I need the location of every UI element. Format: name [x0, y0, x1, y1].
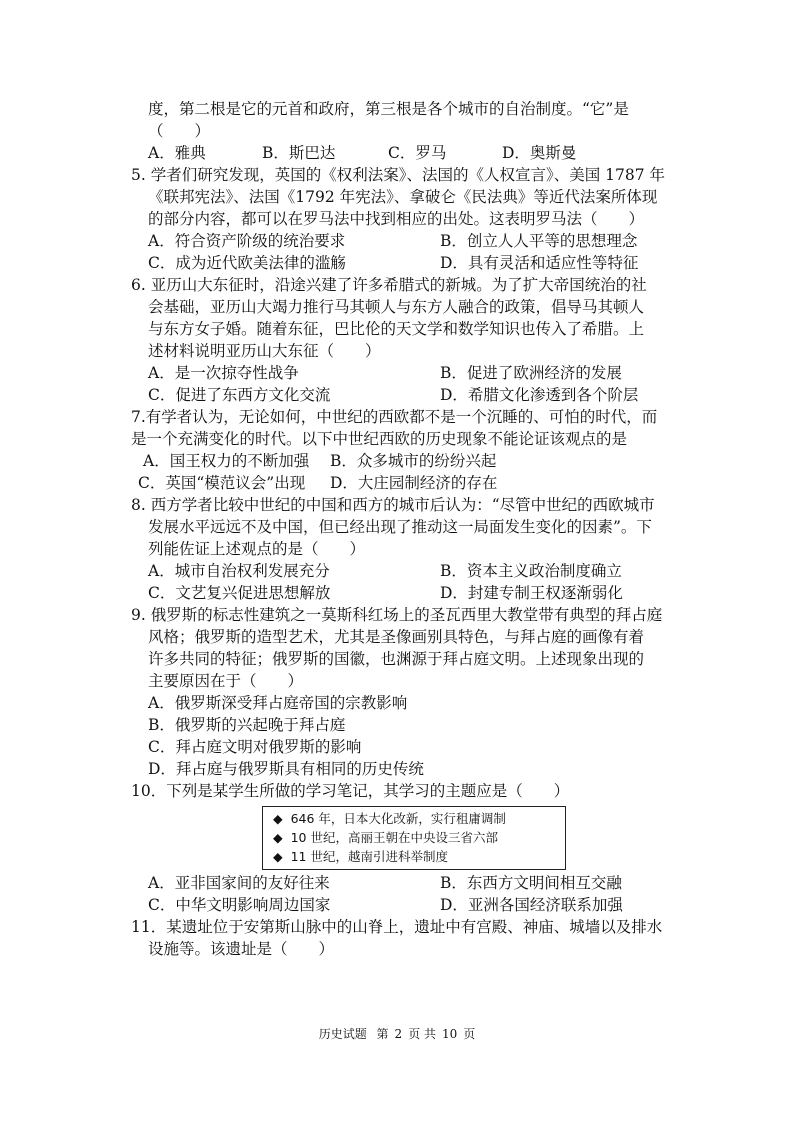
- q4-option-c: C．罗马: [388, 144, 447, 162]
- q10-option-b: B．东西方文明间相互交融: [440, 874, 622, 892]
- q6-stem-line: 述材料说明亚历山大东征（ ）: [148, 342, 381, 360]
- q5-stem-line: 《联邦宪法》、法国《1792 年宪法》、拿破仑《民法典》等近代法案所体现: [148, 188, 658, 206]
- q7-stem-line: 是一个充满变化的时代。以下中世纪西欧的历史现象不能论证该观点的是: [131, 430, 628, 448]
- q10-option-c: C．中华文明影响周边国家: [148, 896, 331, 914]
- q4-answer-blank: （ ）: [148, 122, 211, 140]
- q4-option-d: D．奥斯曼: [502, 144, 577, 162]
- q5-option-d: D．具有灵活和适应性等特征: [440, 254, 639, 272]
- study-note-text: 10 世纪，高丽王朝在中央设三省六部: [290, 830, 498, 845]
- q7-option-c: C．英国“模范议会”出现: [138, 474, 306, 492]
- q8-stem-line: 8. 西方学者比较中世纪的中国和西方的城市后认为：“尽管中世纪的西欧城市: [131, 496, 655, 514]
- footer-page-mid: 页 共: [408, 1027, 437, 1041]
- study-note-item: [273, 810, 506, 828]
- q9-option-d: D．拜占庭与俄罗斯具有相同的历史传统: [148, 760, 424, 778]
- study-note-item: [273, 848, 448, 866]
- q5-option-a: A．符合资产阶级的统治要求: [148, 232, 346, 250]
- study-notes-box: [262, 806, 566, 870]
- footer-page-prefix: 第: [376, 1027, 389, 1041]
- footer-page-suffix: 页: [463, 1027, 476, 1041]
- q7-option-a: A．国王权力的不断加强: [143, 452, 310, 470]
- q8-option-b: B．资本主义政治制度确立: [440, 562, 622, 580]
- q9-stem-line: 主要原因在于（ ）: [148, 672, 304, 690]
- q11-stem-line: 11．某遗址位于安第斯山脉中的山脊上，遗址中有宫殿、神庙、城墙以及排水: [131, 918, 663, 936]
- q4-stem-line: 度，第二根是它的元首和政府，第三根是各个城市的自治制度。“它”是: [148, 100, 629, 118]
- q9-option-c: C．拜占庭文明对俄罗斯的影响: [148, 738, 362, 756]
- q8-stem-line: 发展水平远远不及中国，但已经出现了推动这一局面发生变化的因素”。下: [148, 518, 652, 536]
- q8-option-c: C．文艺复兴促进思想解放: [148, 584, 331, 602]
- q7-stem-line: 7.有学者认为，无论如何，中世纪的西欧都不是一个沉睡的、可怕的时代，而: [131, 408, 658, 426]
- page-footer: [0, 1026, 794, 1042]
- q10-stem-line: 10．下列是某学生所做的学习笔记，其学习的主题应是（ ）: [131, 782, 570, 800]
- footer-total-pages: 10: [442, 1027, 458, 1041]
- q5-option-b: B．创立人人平等的思想理念: [440, 232, 638, 250]
- q9-option-b: B．俄罗斯的兴起晚于拜占庭: [148, 716, 346, 734]
- q9-stem-line: 风格；俄罗斯的造型艺术，尤其是圣像画别具特色，与拜占庭的画像有着: [148, 628, 645, 646]
- q6-option-a: A．是一次掠夺性战争: [148, 364, 299, 382]
- q9-option-a: A．俄罗斯深受拜占庭帝国的宗教影响: [148, 694, 408, 712]
- q9-stem-line: 许多共同的特征；俄罗斯的国徽，也渊源于拜占庭文明。上述现象出现的: [148, 650, 645, 668]
- footer-subject: 历史试题: [318, 1027, 367, 1041]
- bullet-diamond-icon: ◆: [273, 811, 283, 826]
- study-note-item: [273, 829, 498, 847]
- q6-stem-line: 与东方女子婚。随着东征，巴比伦的天文学和数学知识也传入了希腊。上: [148, 320, 645, 338]
- q7-option-b: B．众多城市的纷纷兴起: [330, 452, 497, 470]
- q5-option-c: C．成为近代欧美法律的滥觞: [148, 254, 346, 272]
- q6-stem-line: 会基础，亚历山大竭力推行马其顿人与东方人融合的政策，倡导马其顿人: [148, 298, 645, 316]
- study-note-text: 646 年，日本大化改新，实行租庸调制: [290, 811, 506, 826]
- q10-option-a: A．亚非国家间的友好往来: [148, 874, 330, 892]
- q8-option-d: D．封建专制王权逐渐弱化: [440, 584, 623, 602]
- study-note-text: 11 世纪，越南引进科举制度: [290, 849, 448, 864]
- q4-option-a: A．雅典: [148, 144, 206, 162]
- q6-option-c: C．促进了东西方文化交流: [148, 386, 331, 404]
- q7-option-d: D．大庄园制经济的存在: [330, 474, 498, 492]
- bullet-diamond-icon: ◆: [273, 849, 283, 864]
- q5-stem-line: 的部分内容，都可以在罗马法中找到相应的出处。这表明罗马法（ ）: [148, 210, 645, 228]
- q4-option-b: B．斯巴达: [262, 144, 336, 162]
- q10-option-d: D．亚洲各国经济联系加强: [440, 896, 623, 914]
- bullet-diamond-icon: ◆: [273, 830, 283, 845]
- q8-stem-line: 列能佐证上述观点的是（ ）: [148, 540, 366, 558]
- q6-stem-line: 6. 亚历山大东征时，沿途兴建了许多希腊式的新城。为了扩大帝国统治的社: [131, 276, 647, 294]
- q8-option-a: A．城市自治权利发展充分: [148, 562, 330, 580]
- footer-page-number: 2: [394, 1027, 403, 1041]
- q5-stem-line: 5. 学者们研究发现，英国的《权利法案》、法国的《人权宣言》、美国 1787 年: [131, 166, 666, 184]
- q9-stem-line: 9. 俄罗斯的标志性建筑之一莫斯科红场上的圣瓦西里大教堂带有典型的拜占庭: [131, 606, 663, 624]
- q6-option-d: D．希腊文化渗透到各个阶层: [440, 386, 639, 404]
- q11-stem-line: 设施等。该遗址是（ ）: [148, 940, 335, 958]
- q6-option-b: B．促进了欧洲经济的发展: [440, 364, 622, 382]
